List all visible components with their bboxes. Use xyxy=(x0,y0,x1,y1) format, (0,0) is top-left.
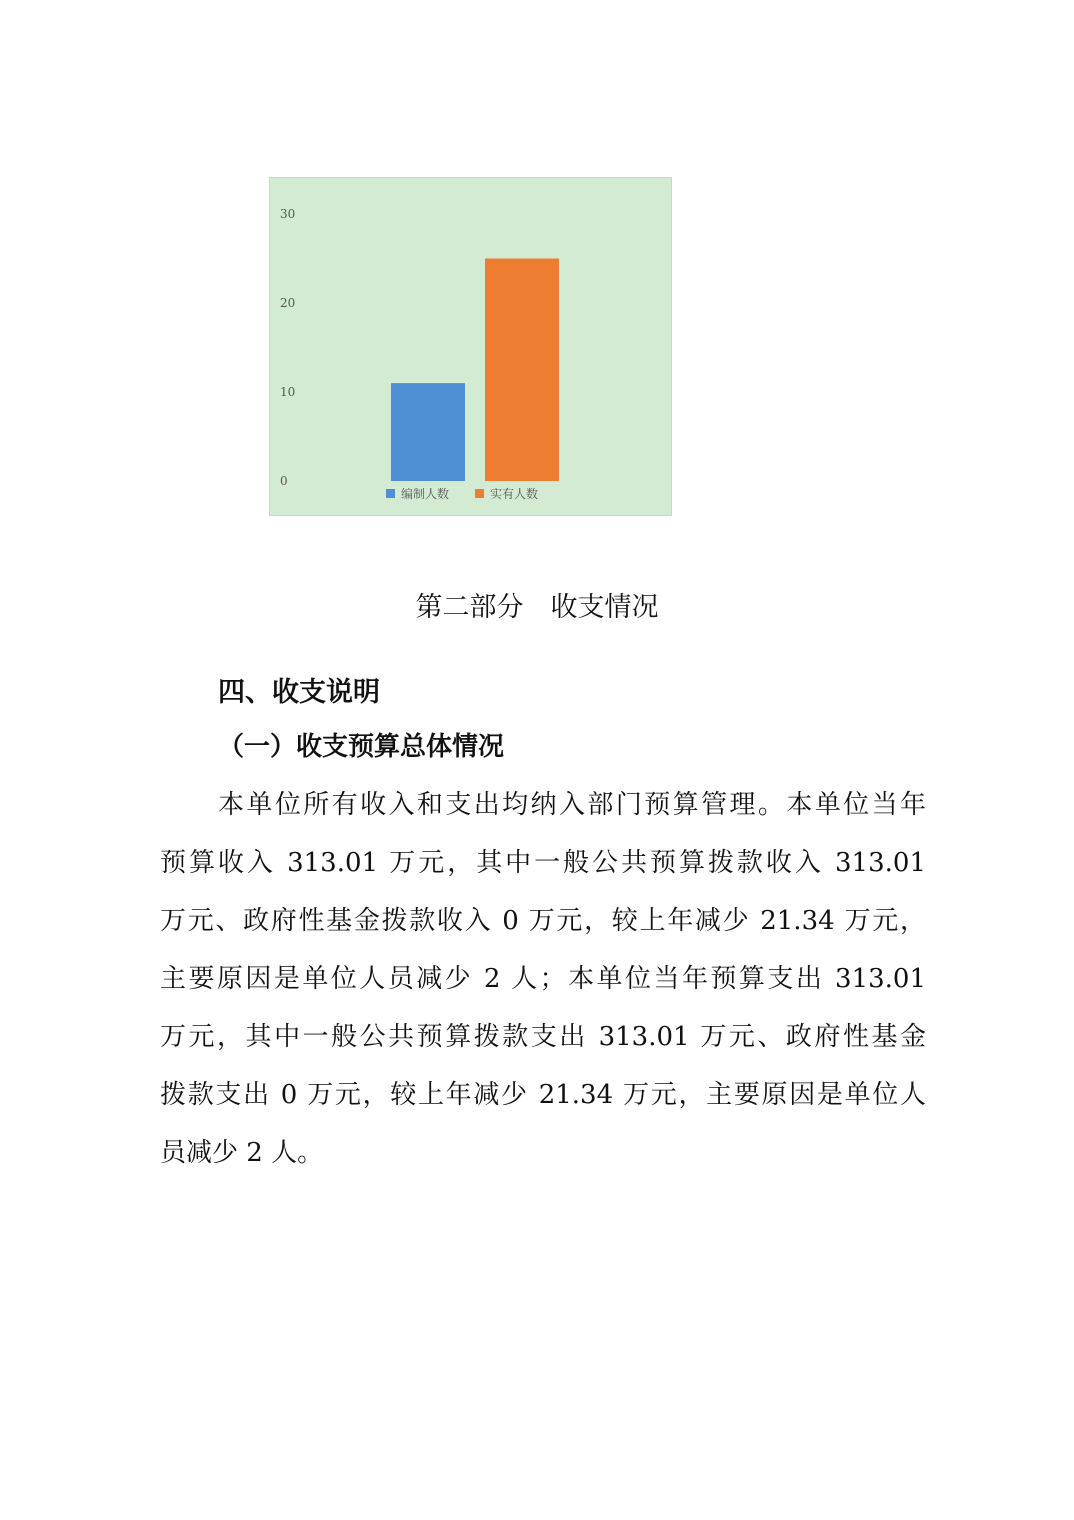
heading-sub: （一）收支预算总体情况 xyxy=(218,732,505,762)
y-tick-label: 0 xyxy=(280,474,288,488)
legend-label: 实有人数 xyxy=(490,487,539,501)
paragraph-line: 预算收入 313.01 万元，其中一般公共预算拨款收入 313.01 xyxy=(160,848,926,878)
bar-2 xyxy=(485,259,559,482)
section-title: 第二部分 收支情况 xyxy=(415,592,659,623)
y-tick-label: 30 xyxy=(280,207,296,221)
legend-label: 编制人数 xyxy=(401,487,450,501)
paragraph-line: 拨款支出 0 万元，较上年减少 21.34 万元，主要原因是单位人 xyxy=(160,1080,926,1110)
legend-swatch xyxy=(475,489,484,498)
paragraph-line: 员减少 2 人。 xyxy=(160,1138,324,1168)
bar-chart xyxy=(270,178,673,517)
paragraph-line: 本单位所有收入和支出均纳入部门预算管理。本单位当年 xyxy=(218,790,926,820)
legend-swatch xyxy=(386,489,395,498)
y-tick-label: 10 xyxy=(280,385,296,399)
paragraph-line: 万元、政府性基金拨款收入 0 万元，较上年减少 21.34 万元， xyxy=(160,906,926,936)
bar-1 xyxy=(391,383,465,481)
y-tick-label: 20 xyxy=(280,296,296,310)
paragraph-line: 主要原因是单位人员减少 2 人；本单位当年预算支出 313.01 xyxy=(160,964,926,994)
paragraph-line: 万元，其中一般公共预算拨款支出 313.01 万元、政府性基金 xyxy=(160,1022,926,1052)
chart-panel xyxy=(269,177,672,516)
heading-main: 四、收支说明 xyxy=(218,677,380,708)
